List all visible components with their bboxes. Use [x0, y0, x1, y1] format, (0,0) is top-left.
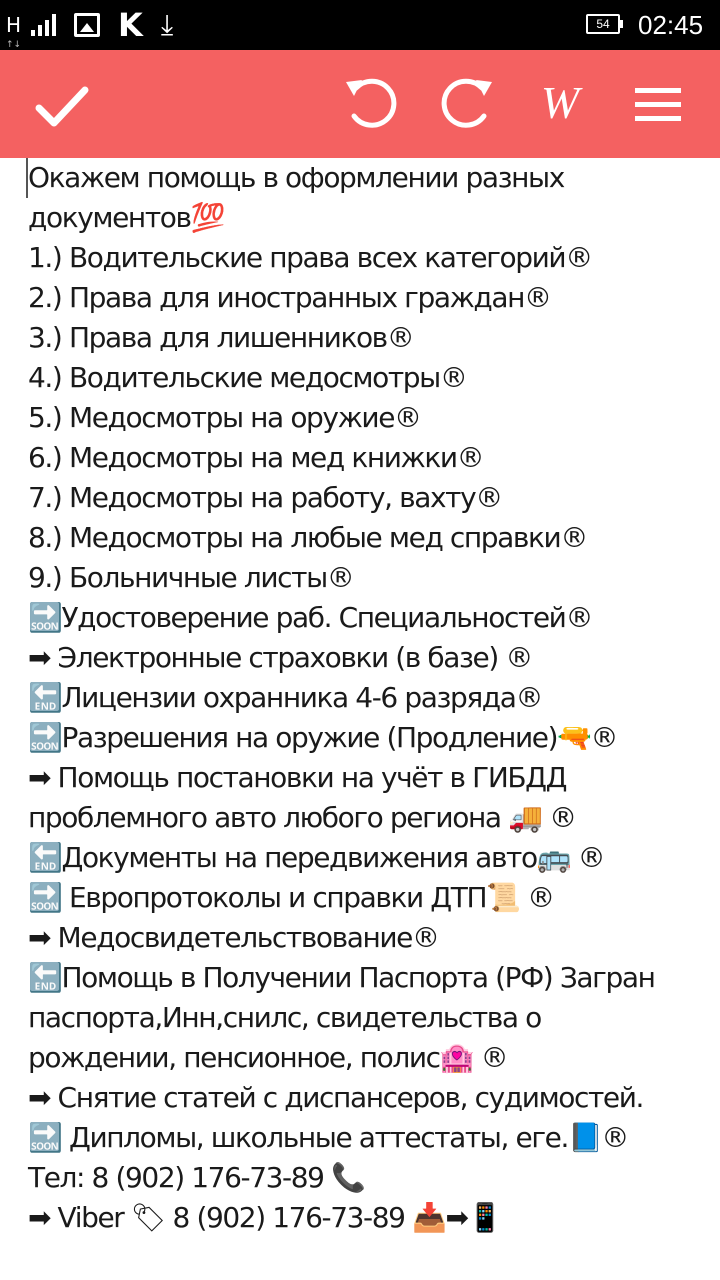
document-text-area[interactable] [28, 158, 712, 1238]
battery-level: 54 [596, 17, 610, 31]
doc-line: 🔜 Дипломы, школьные аттестаты, еге.📘® [28, 1121, 629, 1154]
doc-line: 4.) Водительские медосмотры® [28, 361, 467, 394]
signal-icon [31, 14, 56, 36]
doc-line: ➡ Снятие статей с диспансеров, судимостей. [28, 1081, 644, 1114]
doc-line: 5.) Медосмотры на оружие® [28, 401, 421, 434]
doc-line: Окажем помощь в оформлении разных [26, 158, 712, 198]
doc-line: 8.) Медосмотры на любые мед справки® [28, 521, 587, 554]
doc-line: 🔜Разрешения на оружие (Продление)🔫® [28, 721, 618, 754]
doc-line: ➡ Viber 🏷 8 (902) 176-73-89 📥➡📱 [28, 1201, 502, 1234]
check-icon [34, 82, 90, 130]
doc-line: ➡ Помощь постановки на учёт в ГИБДД [28, 761, 567, 794]
editor-toolbar [0, 50, 720, 158]
w-icon: W [540, 77, 580, 128]
doc-line: рождении, пенсионное, полис🏩 ® [28, 1041, 508, 1074]
doc-line: ➡ Медосвидетельствование® [28, 921, 439, 954]
doc-line: 3.) Права для лишенников® [28, 321, 414, 354]
doc-line: 🔜 Европротоколы и справки ДТП📜 ® [28, 881, 554, 914]
doc-line: 2.) Права для иностранных граждан® [28, 281, 551, 314]
redo-icon [436, 72, 498, 134]
doc-line: 🔚Помощь в Получении Паспорта (РФ) Загран [28, 961, 655, 994]
doc-line: 🔚Лицензии охранника 4-6 разряда® [28, 681, 543, 714]
doc-line: 7.) Медосмотры на работу, вахту® [28, 481, 502, 514]
doc-line: 🔚Документы на передвижения авто🚌 ® [28, 841, 605, 874]
battery-icon [586, 14, 620, 34]
doc-line: ➡ Электронные страховки (в базе) ® [28, 641, 532, 674]
doc-line: проблемного авто любого региона 🚚 ® [28, 801, 576, 834]
word-mode-button[interactable] [530, 72, 590, 134]
status-left-icons [6, 6, 174, 50]
undo-button[interactable] [340, 72, 402, 134]
doc-line: документов💯 [28, 201, 225, 234]
save-button[interactable] [32, 76, 92, 136]
doc-line: 1.) Водительские права всех категорий® [28, 241, 592, 274]
doc-line: 🔜Удостоверение раб. Специальностей® [28, 601, 593, 634]
image-icon [74, 13, 100, 37]
status-bar [0, 0, 720, 50]
doc-line: 6.) Медосмотры на мед книжки® [28, 441, 484, 474]
download-icon: ⤓ [160, 8, 174, 41]
redo-button[interactable] [436, 72, 498, 134]
doc-line: 9.) Больничные листы® [28, 561, 354, 594]
k-icon: K [118, 6, 143, 44]
undo-icon [340, 72, 402, 134]
status-clock: 02:45 [638, 10, 704, 40]
network-type-indicator: H ↑↓ [6, 13, 22, 50]
menu-icon [633, 87, 683, 123]
doc-line: Тел: 8 (902) 176-73-89 📞 [28, 1161, 365, 1194]
doc-line: паспорта,Инн,снилс, свидетельства о [28, 1001, 541, 1034]
menu-button[interactable] [630, 80, 686, 130]
